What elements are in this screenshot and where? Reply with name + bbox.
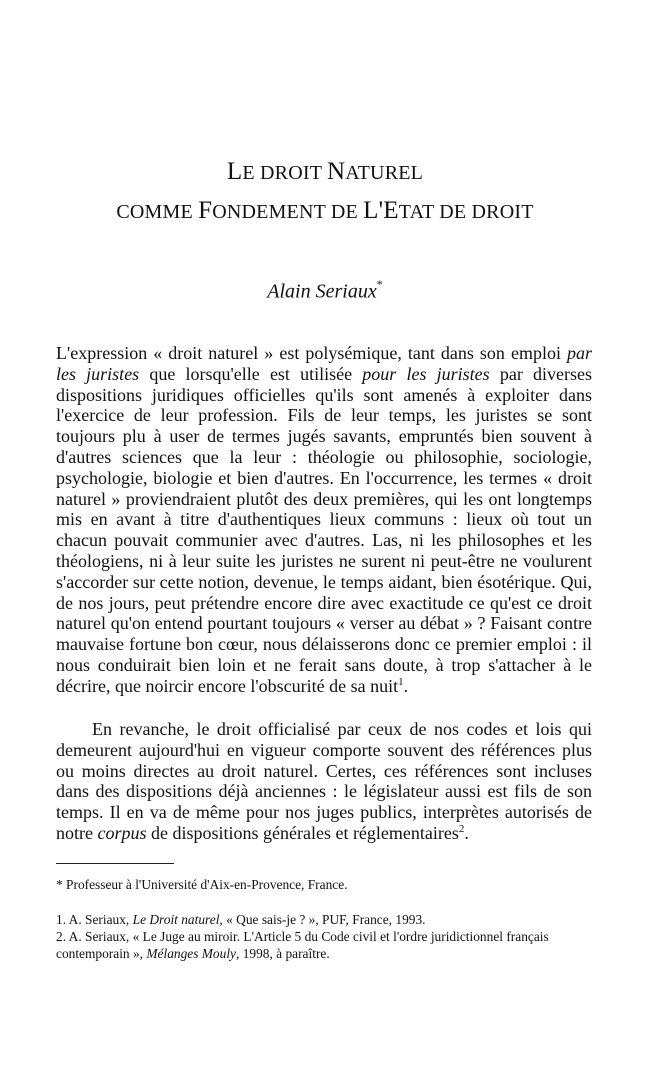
text-span: En revanche, le droit officialisé par ceux de nos codes et lois qui demeurent aujourd'hui en vigueur comporte souvent des références plus ou moins directes au droit naturel. Certes, ces références sont incluses dans des dispositions déjà anciennes : le législateur aussi est fils de son temps. Il en va de même pour nos juges publics, interprètes autorisés de notre <box>56 719 592 843</box>
footnote-divider <box>56 863 174 864</box>
footnote-text: * Professeur à l'Université d'Aix-en-Provence, France. <box>56 877 348 892</box>
emphasis: corpus <box>97 822 147 843</box>
text-span: . <box>464 822 469 843</box>
paragraph-2 <box>56 719 592 844</box>
title-cap: L <box>226 158 243 185</box>
emphasis: par les juristes <box>56 343 592 384</box>
title-cap: N <box>326 158 346 185</box>
title-smallcaps: ATUREL <box>345 162 424 184</box>
footnote-text: 2. A. Seriaux, « Le Juge au miroir. L'Article 5 du Code civil et l'ordre juridictionnel français contemporain », <box>56 929 549 961</box>
footnote-1 <box>56 912 596 929</box>
title-smallcaps: ONDEMENT DE <box>212 201 364 223</box>
author-byline <box>0 279 650 304</box>
title-line-1 <box>0 158 650 186</box>
author-name: Alain Seriaux <box>267 280 377 303</box>
emphasis: pour les juristes <box>362 363 490 384</box>
text-span: de dispositions générales et réglementaires <box>146 822 459 843</box>
title-cap: F <box>198 197 213 224</box>
footnote-2 <box>56 929 596 962</box>
author-footnote-mark[interactable]: * <box>376 277 383 291</box>
title-smallcaps: TAT DE DROIT <box>398 201 534 223</box>
footnote-text: , « Que sais-je ? », PUF, France, 1993. <box>219 912 426 927</box>
text-span: L'expression « droit naturel » est polysémique, tant dans son emploi <box>56 343 567 363</box>
title-line-2 <box>0 197 650 225</box>
footnote-ref-1[interactable]: 1 <box>398 675 404 688</box>
text-span: . <box>403 675 409 696</box>
title-cap: L'E <box>363 197 399 224</box>
text-span: que lorsqu'elle est utilisée <box>139 363 363 384</box>
footnote-text: , 1998, à paraître. <box>236 945 330 961</box>
footnote-text: 1. A. Seriaux, <box>56 912 133 927</box>
title-smallcaps: COMME <box>116 201 199 223</box>
title-smallcaps: E DROIT <box>242 162 327 184</box>
footnote-author <box>56 877 596 894</box>
text-span: par diverses dispositions juridiques officielles qu'ils sont amenés à exploiter dans l'exercice de leur profession. Fils de leur temps, les juristes se sont toujours plu à user de termes jugés savants, empruntés bien souvent à d'autres sciences que la leur : théologie ou philosophie, sociologie, psychologie, biologie et bien d'autres. En l'occurrence, les termes « droit naturel » proviendraient plutôt des deux premières, qui les ont longtemps mis en avant à titre d'authentiques lieux communs : lieux où tout un chacun pouvait communier avec d'autres. Las, ni les philosophes et les théologiens, ni à leur suite les juristes ne surent ni peut-être ne voulurent s'accorder sur cette notion, devenue, le temps aidant, bien ésotérique. Qui, de nos jours, peut prétendre encore dire avec exactitude ce qu'est ce droit naturel qu'on entend pourtant toujours « verser au débat » ? Faisant contre mauvaise fortune bon cœur, nous délaisserons donc ce premier emploi : il nous conduirait bien loin et ne ferait sans doute, à trop s'attacher à le décrire, que noircir encore l'obscurité de sa nuit <box>56 363 592 696</box>
paragraph-1 <box>56 343 592 697</box>
footnote-title: Le Droit naturel <box>132 912 220 927</box>
footnote-ref-2[interactable]: 2 <box>458 822 465 835</box>
footnote-title: Mélanges Mouly <box>146 945 236 961</box>
